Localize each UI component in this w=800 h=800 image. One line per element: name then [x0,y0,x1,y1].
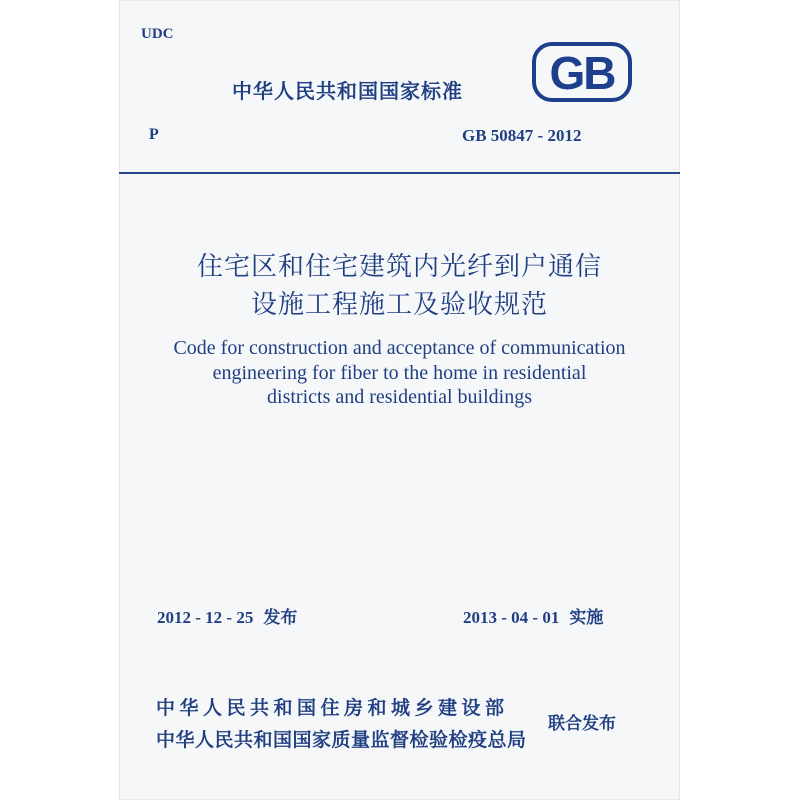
joint-publish-label: 联合发布 [548,714,616,734]
issue-date: 2012 - 12 - 25 [157,608,254,627]
publisher-2: 中华人民共和国国家质量监督检验检疫总局 [156,729,527,751]
title-en-line-1: Code for construction and acceptance of communication [173,337,626,359]
gb-logo-text: GB [549,47,615,99]
implement-date: 2013 - 04 - 01 [463,608,560,627]
implement-label: 实施 [569,608,604,628]
issue-label: 发布 [263,608,298,628]
title-cn-line-2: 设施工程施工及验收规范 [250,290,548,320]
title-cn-line-1: 住宅区和住宅建筑内光纤到户通信 [196,252,602,282]
title-en-line-2: engineering for fiber to the home in residential [212,362,587,384]
issue-date-block [157,603,297,628]
standard-number: GB 50847 - 2012 [462,126,582,145]
title-en-line-3: districts and residential buildings [267,386,532,408]
implement-date-block [463,603,603,628]
standard-type: 中华人民共和国国家标准 [232,79,463,103]
standard-cover [119,0,680,800]
header-divider [119,172,680,174]
publisher-1: 中华人民共和国住房和城乡建设部 [156,697,509,719]
gb-logo [532,42,632,102]
classification-code: P [149,126,159,143]
udc-label: UDC [141,26,174,42]
